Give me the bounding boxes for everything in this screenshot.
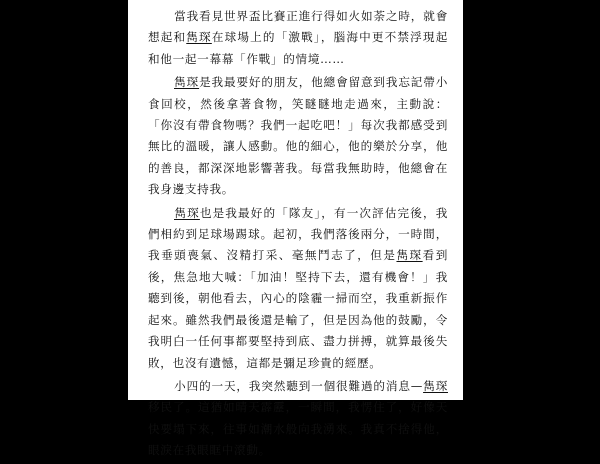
text-run: 在球場上的「激戰」，腦海中更不禁浮現起和他一起一幕幕「作戰」的情境…… xyxy=(148,30,448,66)
text-run: 是我最要好的朋友，他總會留意到我忘記帶小食回校，然後拿著食物，笑瞇瞇地走過來，主動說：「你沒有帶食物嗎？我們一起吃吧！」每次我都感受到無比的溫暖，讓人感動。他的細心，他的樂於分享，他的善良，都深深地影響著我。每當我無助時，他總會在我身邊支持我。 xyxy=(148,75,448,197)
essay-body xyxy=(148,6,448,464)
text-run: 移民了。這猶如晴天霹靂，一瞬間，我愣住了，好像天快要塌下來，往事如潮水般向我湧來。我真不捨得他，眼淚在我眼眶中滾動。 xyxy=(148,400,448,458)
underlined-name: 雋琛 xyxy=(396,248,423,263)
underlined-name: 雋琛 xyxy=(186,30,212,45)
paragraph-4 xyxy=(148,376,448,462)
text-run: 當我看見世界盃比賽正進行得如火如荼之時，就會想起和 xyxy=(148,9,448,45)
paragraph-2 xyxy=(148,72,448,200)
paragraph-1 xyxy=(148,6,448,70)
text-run: 也是我最好的「隊友」，有一次評估完後，我們相約到足球場踢球。起初，我們落後兩分，一時間，我垂頭喪氣、沒精打采、毫無鬥志了，但是 xyxy=(148,205,449,263)
paragraph-3 xyxy=(148,203,448,374)
underlined-name: 雋琛 xyxy=(174,75,200,90)
text-run: 看到後，焦急地大喊：「加油！堅持下去，還有機會！」我聽到後，朝他看去，內心的陰霾一掃而空，我重新振作起來。雖然我們最後還是輸了，但是因為他的鼓勵，令我明白一任何事都要堅持到底、盡力拼搏，就算最後失敗，也沒有遺憾，這都是彌足珍貴的經歷。 xyxy=(148,248,448,370)
underlined-name: 雋琛 xyxy=(423,378,448,393)
text-run: 小四的一天，我突然聽到一個很難過的消息— xyxy=(174,378,424,393)
underlined-name: 雋琛 xyxy=(174,205,200,220)
document-page xyxy=(128,0,463,458)
